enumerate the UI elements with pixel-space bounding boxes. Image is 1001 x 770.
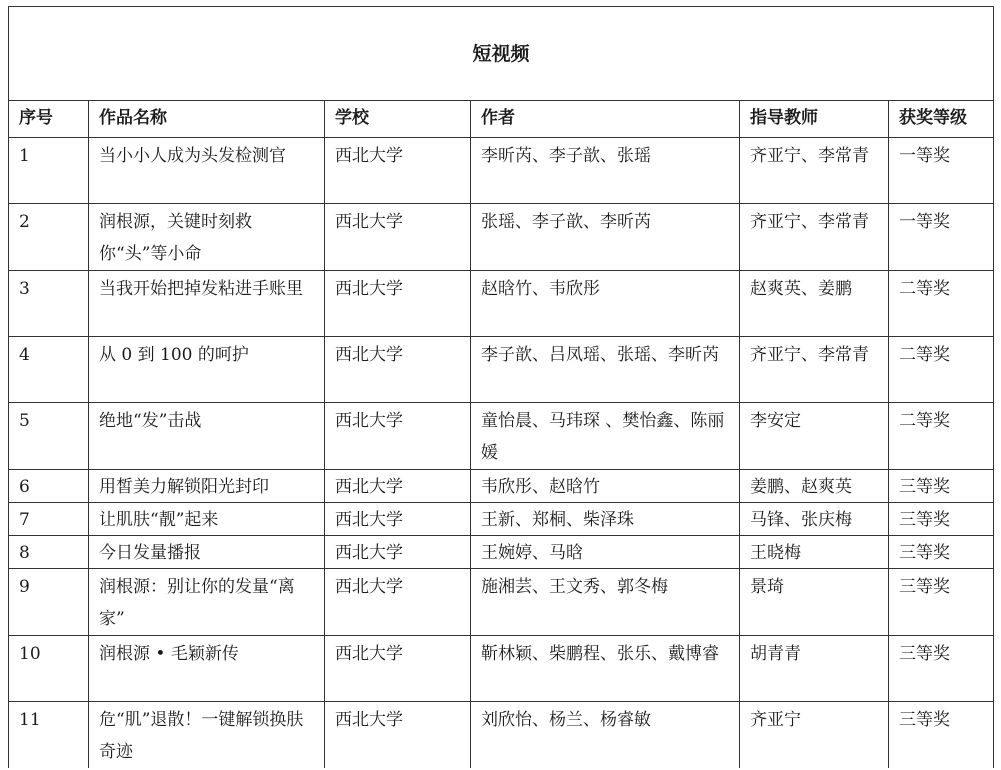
- cell-school: 西北大学: [325, 138, 471, 204]
- cell-work: 绝地“发”击战: [89, 403, 325, 470]
- cell-work: 润根源，关键时刻救你“头”等小命: [89, 204, 325, 271]
- cell-award: 一等奖: [889, 138, 994, 204]
- cell-work: 当我开始把掉发粘进手账里: [89, 271, 325, 337]
- cell-index: 2: [9, 204, 89, 271]
- cell-advisor: 马锋、张庆梅: [740, 503, 889, 536]
- cell-authors: 张瑶、李子歆、李昕芮: [471, 204, 740, 271]
- header-award: 获奖等级: [889, 101, 994, 138]
- cell-advisor: 赵爽英、姜鹏: [740, 271, 889, 337]
- cell-index: 9: [9, 569, 89, 636]
- cell-award: 三等奖: [889, 569, 994, 636]
- cell-authors: 施湘芸、王文秀、郭冬梅: [471, 569, 740, 636]
- award-document: [8, 6, 993, 768]
- cell-authors: 李昕芮、李子歆、张瑶: [471, 138, 740, 204]
- cell-work: 当小小人成为头发检测官: [89, 138, 325, 204]
- cell-school: 西北大学: [325, 536, 471, 569]
- table-row: [9, 702, 994, 769]
- cell-index: 3: [9, 271, 89, 337]
- table-row: [9, 569, 994, 636]
- cell-authors: 李子歆、吕凤瑶、张瑶、李昕芮: [471, 337, 740, 403]
- cell-authors: 靳林颖、柴鹏程、张乐、戴博睿: [471, 636, 740, 702]
- cell-advisor: 姜鹏、赵爽英: [740, 470, 889, 503]
- cell-award: 二等奖: [889, 271, 994, 337]
- cell-school: 西北大学: [325, 636, 471, 702]
- award-table: [8, 6, 994, 768]
- cell-school: 西北大学: [325, 470, 471, 503]
- header-index: 序号: [9, 101, 89, 138]
- cell-advisor: 齐亚宁、李常青: [740, 204, 889, 271]
- cell-index: 5: [9, 403, 89, 470]
- cell-authors: 韦欣彤、赵晗竹: [471, 470, 740, 503]
- cell-advisor: 齐亚宁、李常青: [740, 138, 889, 204]
- cell-award: 二等奖: [889, 403, 994, 470]
- cell-work: 今日发量播报: [89, 536, 325, 569]
- cell-index: 7: [9, 503, 89, 536]
- cell-advisor: 齐亚宁: [740, 702, 889, 769]
- cell-school: 西北大学: [325, 569, 471, 636]
- table-title: 短视频: [9, 7, 994, 101]
- header-school: 学校: [325, 101, 471, 138]
- cell-advisor: 李安定: [740, 403, 889, 470]
- cell-work: 从 0 到 100 的呵护: [89, 337, 325, 403]
- cell-work: 用皙美力解锁阳光封印: [89, 470, 325, 503]
- cell-award: 三等奖: [889, 503, 994, 536]
- header-row: [9, 101, 994, 138]
- cell-school: 西北大学: [325, 204, 471, 271]
- header-advisor: 指导教师: [740, 101, 889, 138]
- table-row: [9, 138, 994, 204]
- header-work: 作品名称: [89, 101, 325, 138]
- cell-award: 三等奖: [889, 636, 994, 702]
- table-row: [9, 204, 994, 271]
- cell-index: 4: [9, 337, 89, 403]
- cell-authors: 赵晗竹、韦欣彤: [471, 271, 740, 337]
- cell-award: 二等奖: [889, 337, 994, 403]
- cell-school: 西北大学: [325, 271, 471, 337]
- cell-school: 西北大学: [325, 702, 471, 769]
- table-row: [9, 503, 994, 536]
- cell-work: 润根源 • 毛颖新传: [89, 636, 325, 702]
- cell-authors: 刘欣怡、杨兰、杨睿敏: [471, 702, 740, 769]
- cell-index: 1: [9, 138, 89, 204]
- table-row: [9, 271, 994, 337]
- cell-award: 三等奖: [889, 470, 994, 503]
- header-authors: 作者: [471, 101, 740, 138]
- cell-authors: 王新、郑桐、柴泽珠: [471, 503, 740, 536]
- cell-school: 西北大学: [325, 503, 471, 536]
- cell-index: 6: [9, 470, 89, 503]
- cell-work: 危“肌”退散！一键解锁换肤奇迹: [89, 702, 325, 769]
- cell-school: 西北大学: [325, 403, 471, 470]
- table-row: [9, 636, 994, 702]
- cell-authors: 王婉婷、马晗: [471, 536, 740, 569]
- cell-award: 三等奖: [889, 702, 994, 769]
- cell-advisor: 景琦: [740, 569, 889, 636]
- cell-work: 润根源：别让你的发量“离家”: [89, 569, 325, 636]
- cell-work: 让肌肤“靓”起来: [89, 503, 325, 536]
- cell-advisor: 王晓梅: [740, 536, 889, 569]
- cell-index: 10: [9, 636, 89, 702]
- table-row: [9, 337, 994, 403]
- table-row: [9, 403, 994, 470]
- cell-index: 11: [9, 702, 89, 769]
- cell-school: 西北大学: [325, 337, 471, 403]
- cell-advisor: 齐亚宁、李常青: [740, 337, 889, 403]
- cell-award: 一等奖: [889, 204, 994, 271]
- table-row: [9, 470, 994, 503]
- cell-award: 三等奖: [889, 536, 994, 569]
- title-row: [9, 7, 994, 101]
- cell-authors: 童怡晨、马玮琛 、樊怡鑫、陈丽媛: [471, 403, 740, 470]
- cell-advisor: 胡青青: [740, 636, 889, 702]
- table-row: [9, 536, 994, 569]
- cell-index: 8: [9, 536, 89, 569]
